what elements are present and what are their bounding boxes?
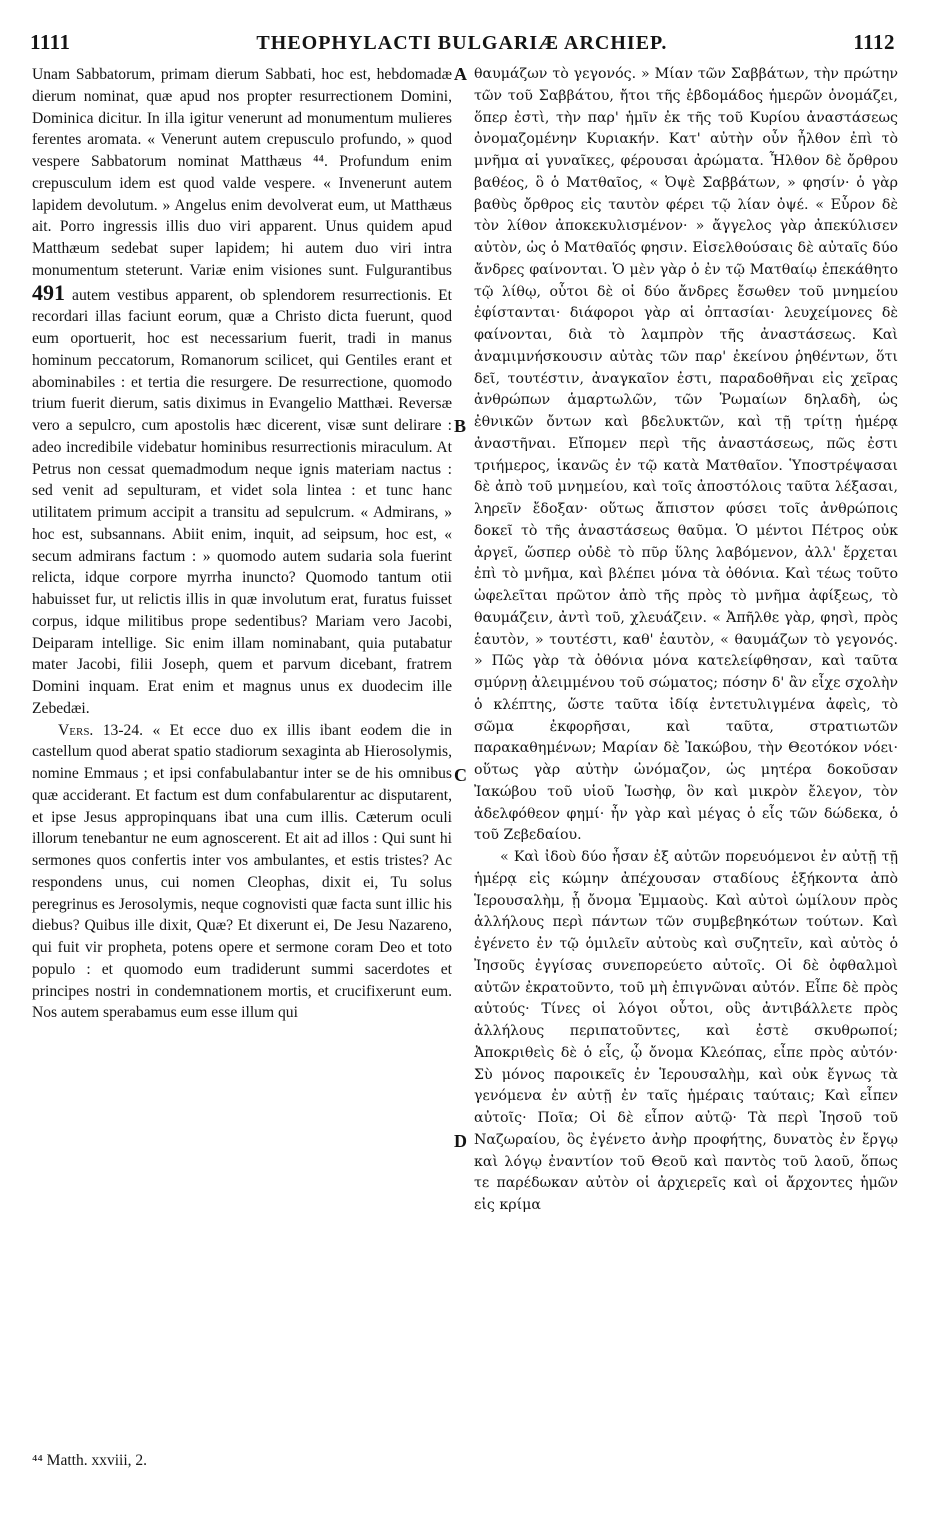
margin-letter-c: C [454, 765, 467, 785]
greek-paragraph-2: « Καὶ ἰδοὺ δύο ἦσαν ἐξ αὐτῶν πορευόμενοι ἐν αὐτῇ τῇ ἡμέρᾳ εἰς κώμην ἀπέχουσαν σταδίους ἑξήκοντα ἀπὸ Ἱερουσαλὴμ, ᾗ ὄνομα Ἐμμαοὺς. Καὶ αὐτοὶ ὡμίλουν πρὸς ἀλλήλους περὶ πάντων τῶν συμβεβηκότων τούτων. Καὶ ἐγένετο ἐν τῷ ὁμιλεῖν αὐτοὺς καὶ συζητεῖν, καὶ αὐτὸς ὁ Ἰησοῦς ἐγγίσας συνεπορεύετο αὐτοῖς. Οἱ δὲ ὀφθαλμοὶ αὐτῶν ἐκρατοῦντο, τοῦ μὴ ἐπιγνῶναι αὐτόν. Εἶπε δὲ πρὸς αὐτούς· Τίνες οἱ λόγοι οὗτοι, οὓς ἀντιβάλλετε πρὸς ἀλλήλους περιπατοῦντες, καὶ ἐστὲ σκυθρωποί; Ἀποκριθεὶς δὲ ὁ εἷς, ᾧ ὄνομα Κλεόπας, εἶπε πρὸς αὐτόν· Σὺ μόνος παροικεῖς ἐν Ἱερουσαλὴμ, καὶ οὐκ ἔγνως τὰ γενόμενα ἐν αὐτῇ ἐν ταῖς ἡμέραις ταύταις; Καὶ εἶπεν αὐτοῖς· Ποῖα; Οἱ δὲ εἶπον αὐτῷ· Τὰ περὶ Ἰησοῦ τοῦ Ναζωραίου, ὃς ἐγένετο ἀνὴρ προφήτης, δυνατὸς ἐν ἔργῳ καὶ λόγῳ ἐναντίον τοῦ Θεοῦ καὶ παντὸς τοῦ λαοῦ, ὅπως τε παρέδωκαν αὐτὸν οἱ ἀρχιερεῖς καὶ οἱ ἄρχοντες ἡμῶν εἰς κρίμα [474, 849, 898, 1213]
greek-column [474, 64, 898, 1217]
margin-letter-d: D [454, 1131, 467, 1151]
running-header [30, 30, 895, 60]
column-number: 491 [32, 279, 65, 305]
footnote: ⁴⁴ Matth. xxviii, 2. [32, 1452, 148, 1469]
page-number-left: 1111 [30, 30, 71, 54]
margin-letter-a: A [454, 64, 467, 84]
latin-paragraph-1 [32, 64, 452, 720]
latin-text-2: « Et ecce duo ex illis ibant eodem die in castellum quod aberat spatio stadiorum sexaginta ab Hierosolymis, nomine Emmaus ; et ipsi confabulabantur inter se de his omnibus quæ acciderant. Et factum est dum confabularentur ac disputarent, et ipse Jesus appropinquans ibat una cum illis. Cæterum oculi illorum tenebantur ne eum agnoscerent. Et ait ad illos : Qui sunt hi sermones quos confertis inter vos ambulantes, et estis tristes? Ac respondens unus, cui nomen Cleophas, dixit ei, Tu solus peregrinus es Jerosolymis, neque cognovisti quæ facta sunt illic his diebus? Quibus ille dixit, Quæ? Et dixerunt ei, De Jesu Nazareno, qui fuit vir propheta, potens opere et sermone coram Deo et toto populo : et quomodo eum tradiderunt summi sacerdotes et principes nostri in condemnationem mortis, et crucifixerunt eum. Nos autem sperabamus eum esse illum qui [32, 721, 452, 1022]
greek-paragraph-1: θαυμάζων τὸ γεγονός. » Μίαν τῶν Σαββάτων, τὴν πρώτην τῶν τοῦ Σαββάτου, ἤτοι τῆς ἑβδομάδος ἡμερῶν ὀνομάζει, ὅπερ ἐστὶ, τὴν παρ' ἡμῖν ἐκ τῆς τοῦ Κυρίου ἀναστάσεως ὀνομαζομένην Κυριακήν. Κατ' αὐτὴν οὖν ἦλθον ἐπὶ τὸ μνῆμα αἱ γυναῖκες, φέρουσαι ἀρώματα. Ἦλθον δὲ ὄρθρου βαθέος, ὃ ὁ Ματθαῖος, « Ὀψὲ Σαββάτων, » φησίν· ὁ γὰρ βαθὺς ὄρθρος εἰς ταυτὸν φέρει τῷ λίαν ὀψέ. « Εὗρον δὲ τὸν λίθον ἀποκεκυλισμένον· » ἄγγελος γὰρ ἀπεκύλισεν αὐτὸν, ὡς ὁ Ματθαῖός φησιν. Εἰσελθούσαις δὲ αὐταῖς δύο ἄνδρες φαίνονται. Ὁ μὲν γὰρ ὁ ἐν τῷ Ματθαίῳ ἐπεκάθητο τῷ λίθῳ, οὗτοι δὲ οἱ δύο ἄνδρες ἔσωθεν τοῦ μνημείου ἐφίστανται· διάφοροι γὰρ αἱ ὀπτασίαι· λευχείμονες δὲ φαίνονται, διὰ τὸ λαμπρὸν τῆς ἀναστάσεως. Καὶ ἀναμιμνήσκουσιν αὐτὰς τῶν παρ' ἐκείνου ῥηθέντων, ὅτι δεῖ, τουτέστιν, ἀναγκαῖον ἐστι, παραδοθῆναι εἰς χεῖρας ἀνθρώπων ἁμαρτωλῶν, τῶν Ῥωμαίων δηλαδὴ, ὡς ἐθνικῶν ὄντων καὶ βδελυκτῶν, καὶ τῇ τρίτῃ ἡμέρᾳ ἀναστῆναι. Εἴπομεν περὶ τῆς ἀναστάσεως, πῶς ἐστι τριήμερος, ἱκανῶς ἐν τῷ κατὰ Ματθαῖον. Ὑποστρέψασαι δὲ ἀπὸ τοῦ μνημείου, καὶ τοῖς ἀποστόλοις ταῦτα λέξασαι, ληρεῖν ἔδοξαν· οὕτως ἄπιστον φύσει τοῖς ἀνθρώποις δοκεῖ τὸ τῆς ἀναστάσεως θαῦμα. Ὁ μέντοι Πέτρος οὐκ ἀργεῖ, ὥσπερ οὐδὲ τὸ πῦρ ὕλης λαβόμενον, ἀλλ' ἔρχεται ἐπὶ τὸ μνῆμα, καὶ βλέπει μόνα τὰ ὀθόνια. Καὶ τέως τοῦτο ὠφελεῖται πρῶτον ἀπὸ τῆς πρὸς τὸ μνῆμα ἀφίξεως, τὸ θαυμάζειν, ἀντὶ τοῦ, χλευάζειν. « Ἀπῆλθε γὰρ, φησὶ, πρὸς ἑαυτὸν, » τουτέστι, καθ' ἑαυτὸν, « θαυμάζων τὸ γεγονός. » Πῶς γὰρ τὰ ὀθόνια μόνα κατελείφθησαν, καὶ ταῦτα σμύρνῃ ἀλειμμένου τοῦ σώματος; πόσην δ' ἂν εἶχε σχολὴν ὁ κλέπτης, ὥστε ταῦτα ἰδίᾳ ἐντετυλιγμένα ἀφεὶς, τὸ σῶμα ἐκφορῆσαι, καὶ ταῦτα, στρατιωτῶν παρακαθημένων; Μαρίαν δὲ Ἰακώβου, τὴν Θεοτόκον νόει· οὕτως γὰρ αὐτὴν ὠνόμαζον, ὡς μητέρα δοκοῦσαν Ἰακώβου τοῦ υἱοῦ Ἰωσὴφ, ὃν καὶ μικρὸν ἔλεγον, τὸν ἀδελφόθεον φημί· ἦν γὰρ καὶ μέγας ὁ εἷς τῶν δώδεκα, ὁ τοῦ Ζεβεδαίου. [474, 66, 898, 844]
latin-paragraph-2 [32, 720, 452, 1025]
latin-text-1b: autem vestibus apparent, ob splendorem resurrectionis. Et recordari illas faciunt eorum, quæ a Christo dicta fuerunt, quod eum oportuerit, hoc est necessarium fuerit, tradi in manus hominum peccatorum, Romanorum scilicet, qui Gentiles erant et abominabiles : et tertia die resurgere. De resurrectione, quomodo trium fuerit dierum, satis diximus in Evangelio Matthæi. Reversæ vero a sepulcro, cum apostolis hæc dicerent, visæ sunt delirare : adeo incredibile videbatur hominibus resurrectionis miraculum. At Petrus non cessat quemadmodum neque ignis materiam nactus : sed venit ad sepulturam, et videt sola lintea : et tunc hanc utilitatem primum accipit a transitu ad sepulcrum. « Admirans, » hoc est, subsannans. Abiit enim, inquit, ad seipsum, hoc est, « secum admirans factum : » quomodo autem sudaria sola fuerint relicta, idque corpore myrrha inuncto? Quomodo tantum otii habuisset fur, ut relictis illis in quæ involutum erat, furatus fuisset corpus, idque militibus prope sedentibus? Mariam vero Jacobi, Deiparam intellige. Sic enim illam nominabant, quia putabatur mater Jacobi, filii Joseph, quem et parvum dicebant, fratrem Domini inquam. Erat enim et magnus unus ex duodecim ille Zebedæi. [32, 286, 453, 717]
running-title: THEOPHYLACTI BULGARIÆ ARCHIEP. [256, 32, 668, 54]
verse-label: Vers. 13-24. [58, 721, 144, 739]
margin-letter-b: B [454, 416, 467, 436]
latin-column [32, 64, 452, 1024]
page-number-right: 1112 [853, 30, 895, 54]
latin-text-1: Unam Sabbatorum, primam dierum Sabbati, hoc est, hebdomadæ dierum nominat, quæ apud nos propter resurrectionem Domini, Dominica dicitur. In illa igitur venerunt ad monumentum mulieres ferentes aromata. « Venerunt autem crepusculo profundo, » quod vespere Sabbatorum nominat Matthæus ⁴⁴. Profundum enim crepusculum idem est quod valde vespere. « Invenerunt autem lapidem devolutum. » Angelus enim devolverat eum, ut Matthæus ait. Porro ingressis illis duo viri apparent. Unus quidem apud Matthæum sedebat super lapidem; hi autem duo viri intra monumentum steterunt. Variæ enim visiones sunt. Fulgurantibus [32, 66, 452, 279]
